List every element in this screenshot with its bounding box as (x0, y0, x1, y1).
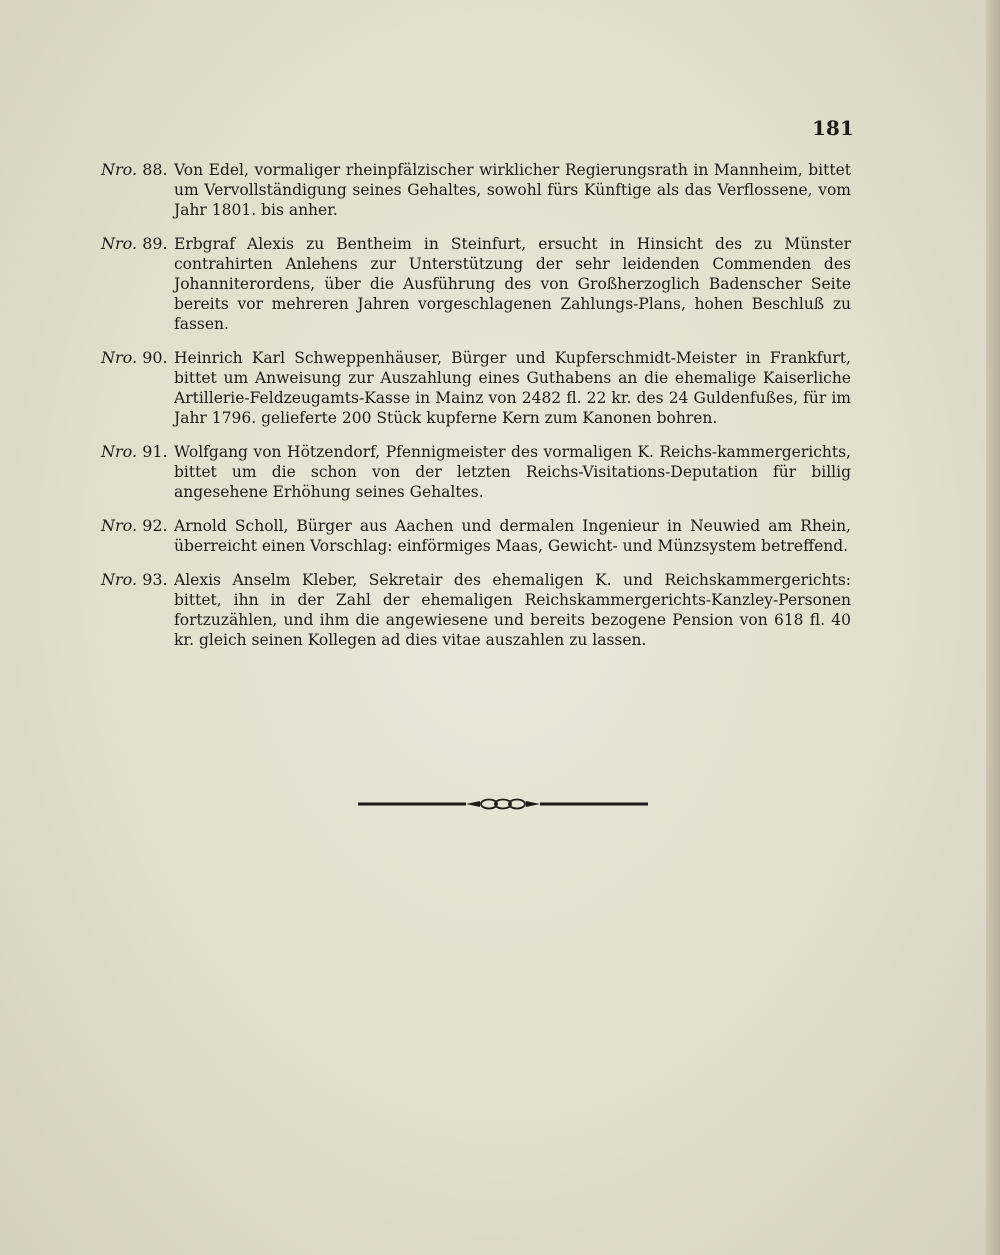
entry-nro: Nro. (101, 234, 138, 253)
entry-label (101, 516, 168, 535)
entry-list (101, 160, 851, 664)
entry-number: 92. (142, 516, 168, 535)
entry-nro: Nro. (101, 160, 138, 179)
entry-label (101, 234, 168, 253)
entry-nro: Nro. (101, 442, 138, 461)
entry-91 (101, 442, 851, 502)
entry-text: Wolfgang von Hötzendorf, Pfennigmeister des vormaligen K. Reichs-kammergerichts, bittet um die schon von der letzten Reichs-Visitations-Deputation für billig angesehene Erhöhung seines Gehaltes. (174, 443, 851, 501)
entry-text: Von Edel, vormaliger rheinpfälzischer wirklicher Regierungsrath in Mannheim, bittet um Vervollständigung seines Gehaltes, sowohl fürs Künftige als das Verflossene, vom Jahr 1801. bis anher. (174, 161, 851, 219)
entry-number: 91. (142, 442, 168, 461)
entry-88 (101, 160, 851, 220)
entry-nro: Nro. (101, 570, 138, 589)
entry-89 (101, 234, 851, 334)
entry-text: Alexis Anselm Kleber, Sekretair des ehemaligen K. und Reichskammergerichts: bittet, ihn in der Zahl der ehemaligen Reichskammergerichts-Kanzley-Personen fortzuzählen, und ihm die angewiesene und bereits bezogene Pension von 618 fl. 40 kr. gleich seinen Kollegen ad dies vitae auszahlen zu lassen. (174, 571, 851, 649)
entry-nro: Nro. (101, 516, 138, 535)
entry-label (101, 442, 168, 461)
double-rule-with-knot-ornament-icon (358, 798, 648, 810)
entry-number: 93. (142, 570, 168, 589)
entry-number: 88. (142, 160, 168, 179)
entry-nro: Nro. (101, 348, 138, 367)
entry-92 (101, 516, 851, 556)
entry-number: 89. (142, 234, 168, 253)
entry-93 (101, 570, 851, 650)
page-edge-shadow (986, 0, 1000, 1255)
entry-label (101, 570, 168, 589)
entry-text: Erbgraf Alexis zu Bentheim in Steinfurt, ersucht in Hinsicht des zu Münster contrahirten Anlehens zur Unterstützung der sehr leidenden Commenden des Johanniterordens, über die Ausführung des von Großherzoglich Badenscher Seite bereits vor mehreren Jahren vorgeschlagenen Zahlungs-Plans, hohen Beschluß zu fassen. (174, 235, 851, 333)
entry-label (101, 348, 168, 367)
entry-90 (101, 348, 851, 428)
entry-number: 90. (142, 348, 168, 367)
entry-label (101, 160, 168, 179)
entry-text: Arnold Scholl, Bürger aus Aachen und dermalen Ingenieur in Neuwied am Rhein, überreicht einen Vorschlag: einförmiges Maas, Gewicht- und Münzsystem betreffend. (174, 517, 851, 555)
page-number: 181 (812, 116, 854, 140)
entry-text: Heinrich Karl Schweppenhäuser, Bürger und Kupferschmidt-Meister in Frankfurt, bittet um Anweisung zur Auszahlung eines Guthabens an die ehemalige Kaiserliche Artillerie-Feldzeugamts-Kasse in Mainz von 2482 fl. 22 kr. des 24 Guldenfußes, für im Jahr 1796. gelieferte 200 Stück kupferne Kern zum Kanonen bohren. (174, 349, 851, 427)
